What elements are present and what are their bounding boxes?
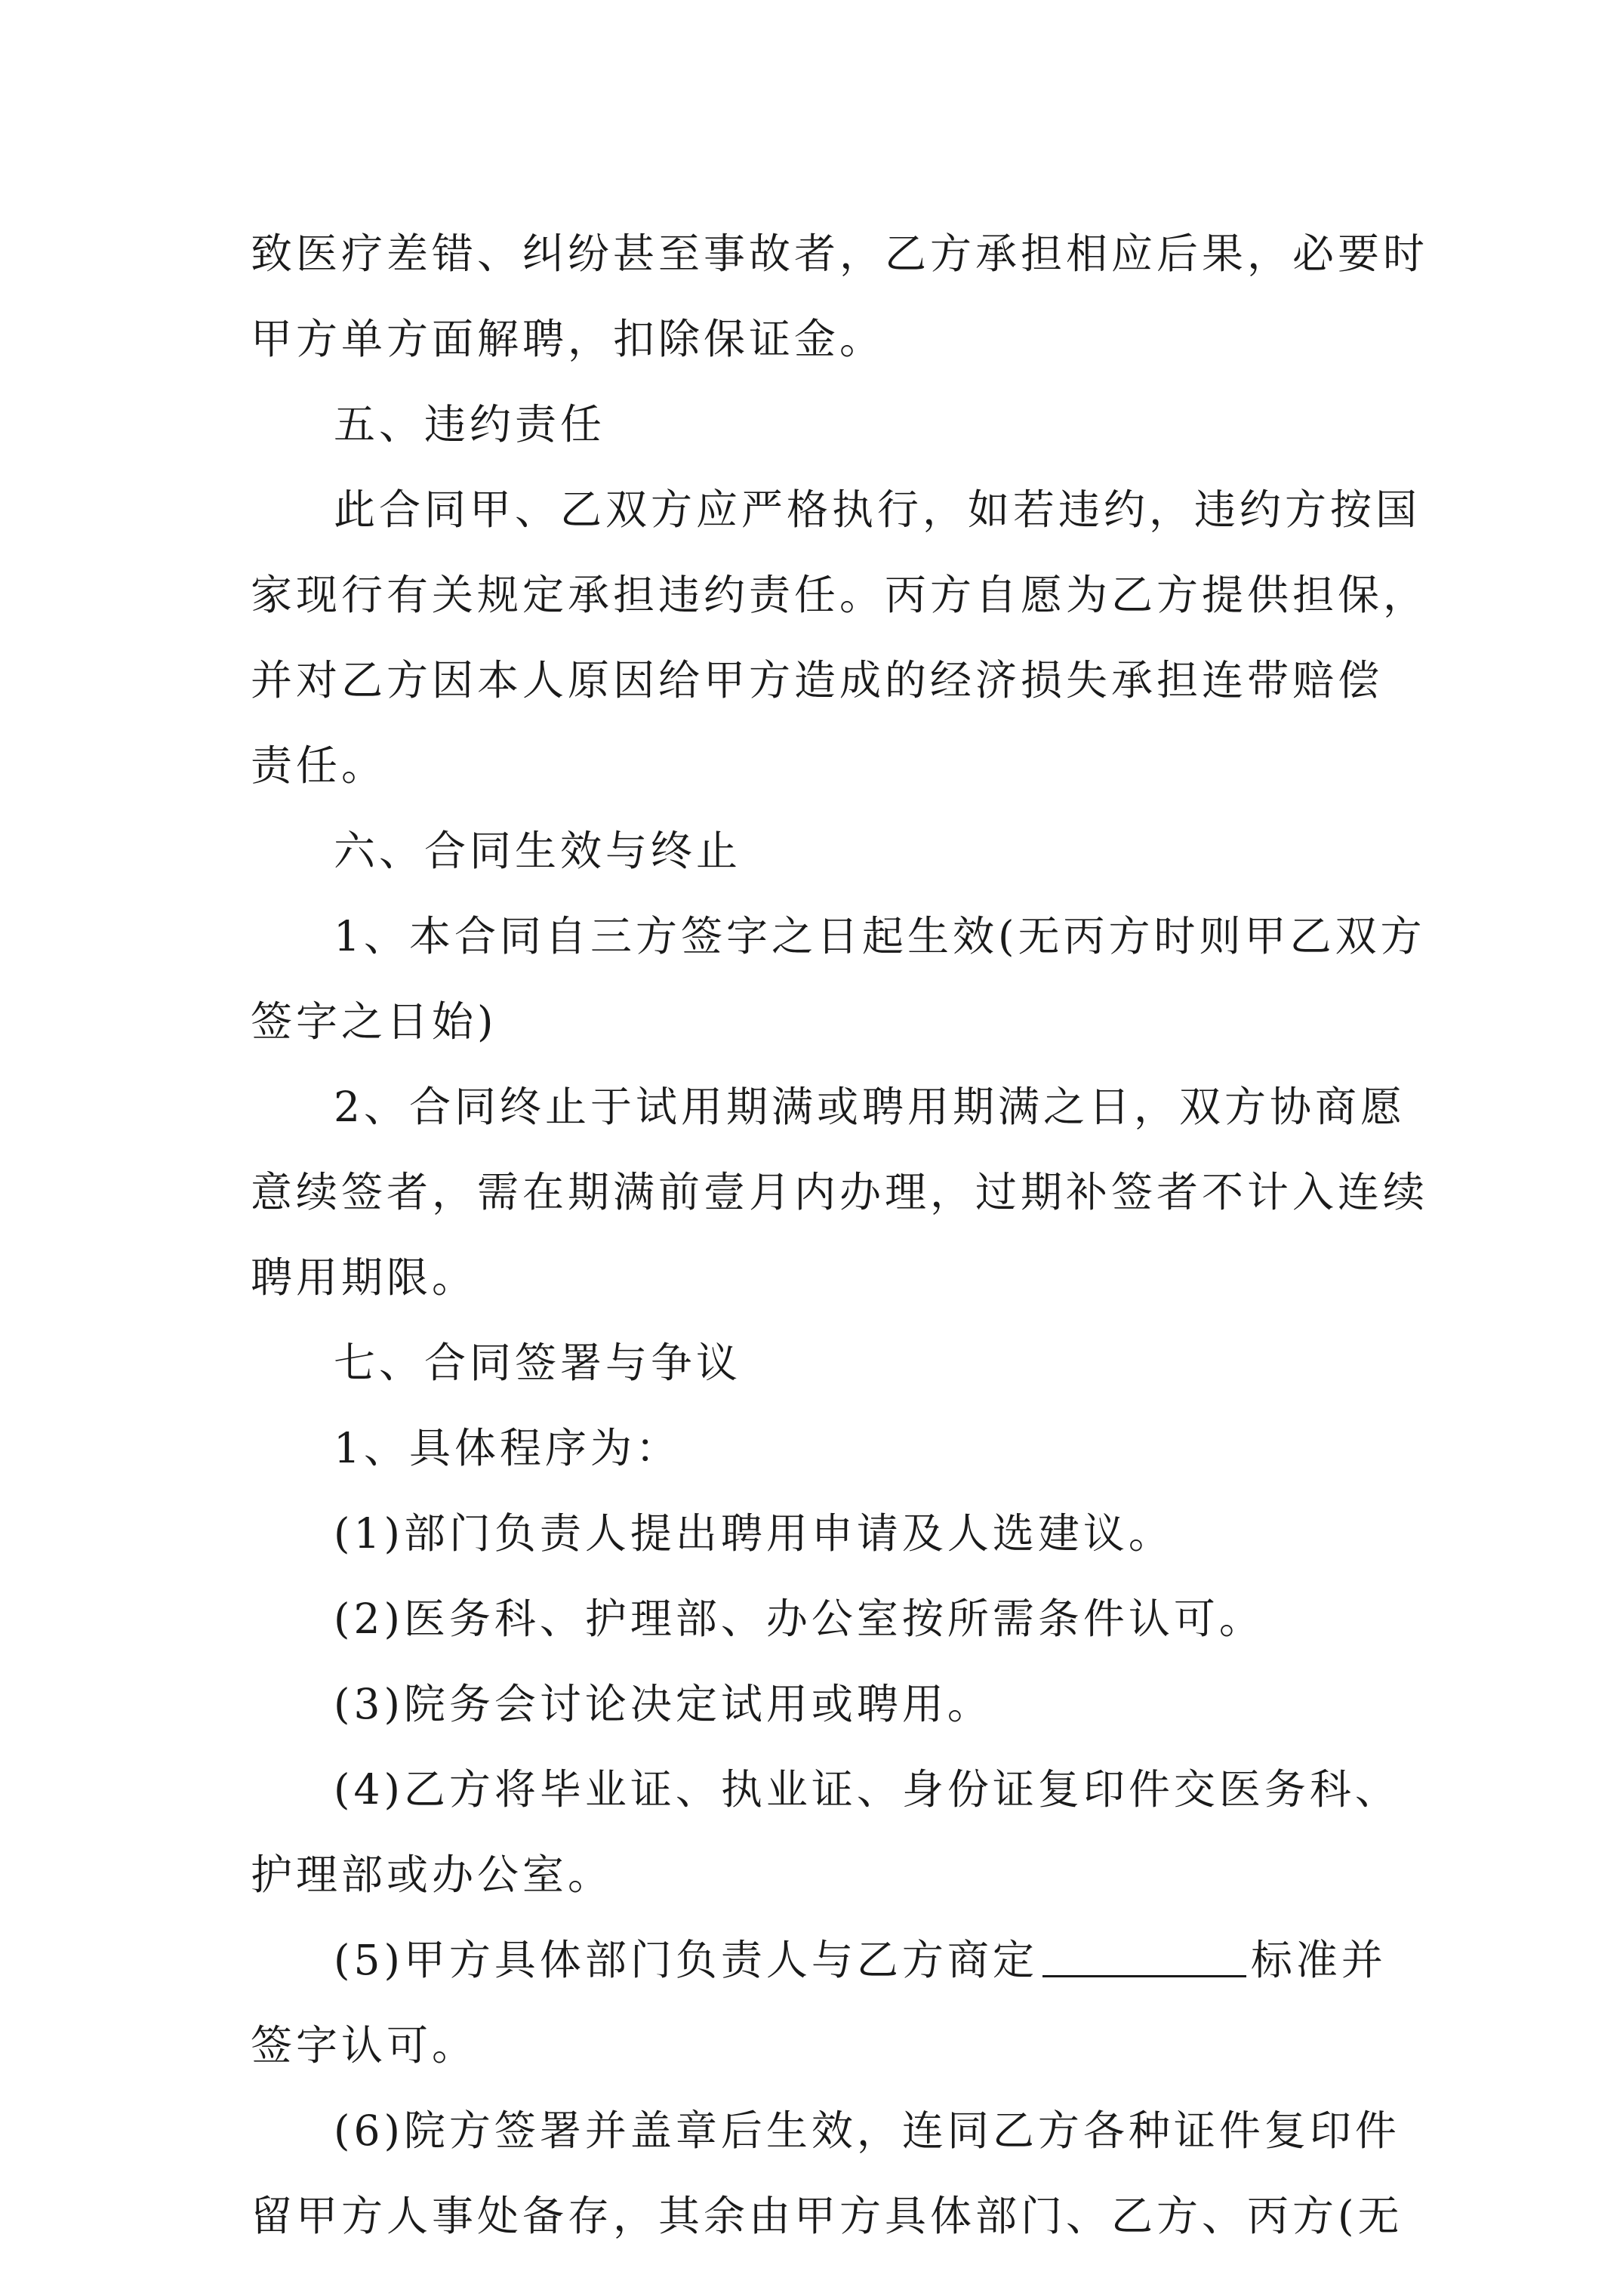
section-heading: 五、违约责任	[334, 400, 606, 448]
list-item	[251, 1918, 1387, 2003]
paragraph-line: 此合同甲、乙双方应严格执行，如若违约，违约方按国	[334, 485, 1421, 534]
list-item: (1)部门负责人提出聘用申请及人选建议。	[334, 1509, 1174, 1558]
fill-in-blank	[1042, 1936, 1246, 1977]
list-item: (3)院务会讨论决定试用或聘用。	[334, 1680, 993, 1728]
paragraph-line: 护理部或办公室。	[251, 1851, 614, 1899]
section-heading: 七、合同签署与争议	[334, 1339, 742, 1387]
paragraph-line: 甲方单方面解聘，扣除保证金。	[251, 315, 885, 363]
section-heading: 六、合同生效与终止	[334, 827, 742, 875]
paragraph-line: 留甲方人事处备存，其余由甲方具体部门、乙方、丙方(无	[251, 2192, 1403, 2240]
paragraph-line: 1、本合同自三方签字之日起生效(无丙方时则甲乙双方	[334, 912, 1426, 960]
paragraph-line: 签字认可。	[251, 2021, 478, 2069]
paragraph-line: 致医疗差错、纠纷甚至事故者，乙方承担相应后果，必要时	[251, 230, 1429, 278]
list-item-text-tail: 标准并	[1250, 1936, 1387, 1984]
paragraph-line: 聘用期限。	[251, 1253, 478, 1302]
list-item: (4)乙方将毕业证、执业证、身份证复印件交医务科、	[334, 1765, 1400, 1814]
paragraph-line: 意续签者，需在期满前壹月内办理，过期补签者不计入连续	[251, 1168, 1429, 1216]
paragraph-line: 责任。	[251, 741, 387, 790]
paragraph-line: 家现行有关规定承担违约责任。丙方自愿为乙方提供担保，	[251, 571, 1429, 619]
paragraph-line: 签字之日始)	[251, 997, 497, 1046]
paragraph-line: 并对乙方因本人原因给甲方造成的经济损失承担连带赔偿	[251, 656, 1384, 704]
list-item: (6)院方签署并盖章后生效，连同乙方各种证件复印件	[334, 2106, 1400, 2155]
list-item-text: (5)甲方具体部门负责人与乙方商定	[334, 1936, 1038, 1984]
paragraph-line: 2、合同终止于试用期满或聘用期满之日，双方协商愿	[334, 1083, 1406, 1131]
paragraph-line: 1、具体程序为：	[334, 1424, 681, 1472]
list-item: (2)医务科、护理部、办公室按所需条件认可。	[334, 1595, 1264, 1643]
document-body	[251, 211, 1429, 2259]
